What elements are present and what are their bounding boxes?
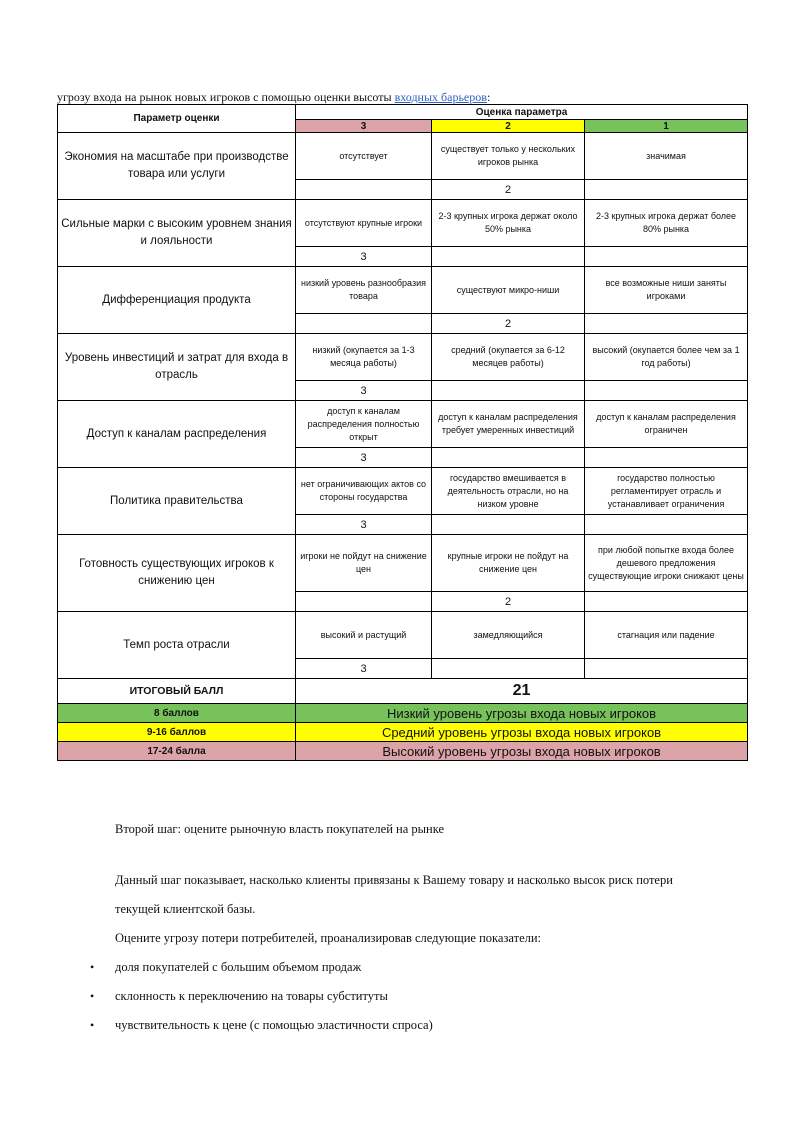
- desc-3: доступ к каналам распределения полностью открыт: [296, 401, 432, 448]
- band-text: Низкий уровень угрозы входа новых игроков: [296, 704, 748, 723]
- desc-2: крупные игроки не пойдут на снижение цен: [432, 535, 585, 592]
- desc-2: существует только у нескольких игроков рынка: [432, 133, 585, 180]
- total-value: 21: [296, 679, 748, 704]
- list-item: чувствительность к цене (с помощью эластичности спроса): [115, 1018, 433, 1032]
- band-row-medium: [58, 723, 748, 742]
- desc-3: высокий и растущий: [296, 612, 432, 659]
- list-item: доля покупателей с большим объемом продаж: [115, 960, 362, 974]
- param-name: Готовность существующих игроков к снижению цен: [58, 535, 296, 612]
- desc-2: государство вмешивается в деятельность отрасли, но на низком уровне: [432, 468, 585, 515]
- table-row: [58, 200, 748, 247]
- table-row: [58, 334, 748, 381]
- desc-3: нет ограничивающих актов со стороны государства: [296, 468, 432, 515]
- total-label: ИТОГОВЫЙ БАЛЛ: [58, 679, 296, 704]
- table-row: [58, 468, 748, 515]
- rating-header: Оценка параметра: [296, 105, 748, 120]
- list-item: склонность к переключению на товары субституты: [115, 989, 388, 1003]
- barriers-table: [57, 104, 748, 761]
- bullet-icon: •: [90, 989, 95, 1003]
- desc-2: средний (окупается за 6-12 месяцев работы): [432, 334, 585, 381]
- score-header-1: 1: [585, 120, 748, 133]
- desc-3: игроки не пойдут на снижение цен: [296, 535, 432, 592]
- param-name: Дифференциация продукта: [58, 267, 296, 334]
- score-header-3: 3: [296, 120, 432, 133]
- desc-2: доступ к каналам распределения требует умеренных инвестиций: [432, 401, 585, 448]
- desc-1: стагнация или падение: [585, 612, 748, 659]
- step2-paragraph-line1: Данный шаг показывает, насколько клиенты привязаны к Вашему товару и насколько высок риск потери: [115, 873, 673, 887]
- row-score: 3: [296, 659, 432, 679]
- row-score: 3: [296, 381, 432, 401]
- table-row: [58, 535, 748, 592]
- bullet-icon: •: [90, 1018, 95, 1032]
- step2-instruction: Оцените угрозу потери потребителей, проанализировав следующие показатели:: [115, 931, 542, 945]
- row-score: 2: [432, 314, 585, 334]
- desc-1: высокий (окупается более чем за 1 год работы): [585, 334, 748, 381]
- band-text: Средний уровень угрозы входа новых игроков: [296, 723, 748, 742]
- band-range: 8 баллов: [58, 704, 296, 723]
- desc-3: отсутствуют крупные игроки: [296, 200, 432, 247]
- desc-2: существуют микро-ниши: [432, 267, 585, 314]
- score-header-2: 2: [432, 120, 585, 133]
- step2-heading: Второй шаг: оцените рыночную власть покупателей на рынке: [115, 822, 445, 836]
- intro-text: угрозу входа на рынок новых игроков с помощью оценки высоты: [57, 90, 395, 104]
- param-name: Политика правительства: [58, 468, 296, 535]
- band-row-high: [58, 742, 748, 761]
- intro-suffix: :: [486, 90, 491, 104]
- desc-1: 2-3 крупных игрока держат более 80% рынка: [585, 200, 748, 247]
- param-name: Экономия на масштабе при производстве товара или услуги: [58, 133, 296, 200]
- table-row: [58, 133, 748, 180]
- param-header: Параметр оценки: [58, 105, 296, 133]
- band-row-low: [58, 704, 748, 723]
- desc-1: доступ к каналам распределения ограничен: [585, 401, 748, 448]
- intro-line: [57, 90, 490, 105]
- desc-3: низкий уровень разнообразия товара: [296, 267, 432, 314]
- desc-2: 2-3 крупных игрока держат около 50% рынка: [432, 200, 585, 247]
- row-score: 2: [432, 180, 585, 200]
- band-range: 9-16 баллов: [58, 723, 296, 742]
- row-score: 3: [296, 515, 432, 535]
- band-text: Высокий уровень угрозы входа новых игроков: [296, 742, 748, 761]
- table-row: [58, 401, 748, 448]
- total-row: [58, 679, 748, 704]
- desc-1: государство полностью регламентирует отрасль и устанавливает ограничения: [585, 468, 748, 515]
- desc-3: низкий (окупается за 1-3 месяца работы): [296, 334, 432, 381]
- desc-1: при любой попытке входа более дешевого предложения существующие игроки снижают цены: [585, 535, 748, 592]
- param-name: Сильные марки с высоким уровнем знания и лояльности: [58, 200, 296, 267]
- entry-barriers-link[interactable]: входных барьеров: [394, 90, 487, 104]
- row-score: 3: [296, 448, 432, 468]
- param-name: Уровень инвестиций и затрат для входа в отрасль: [58, 334, 296, 401]
- desc-1: значимая: [585, 133, 748, 180]
- table-row: [58, 612, 748, 659]
- row-score: 3: [296, 247, 432, 267]
- desc-3: отсутствует: [296, 133, 432, 180]
- band-range: 17-24 балла: [58, 742, 296, 761]
- table-row: [58, 267, 748, 314]
- step2-paragraph-line2: текущей клиентской базы.: [115, 902, 256, 916]
- param-name: Доступ к каналам распределения: [58, 401, 296, 468]
- desc-2: замедляющийся: [432, 612, 585, 659]
- param-name: Темп роста отрасли: [58, 612, 296, 679]
- desc-1: все возможные ниши заняты игроками: [585, 267, 748, 314]
- row-score: 2: [432, 592, 585, 612]
- bullet-icon: •: [90, 960, 95, 974]
